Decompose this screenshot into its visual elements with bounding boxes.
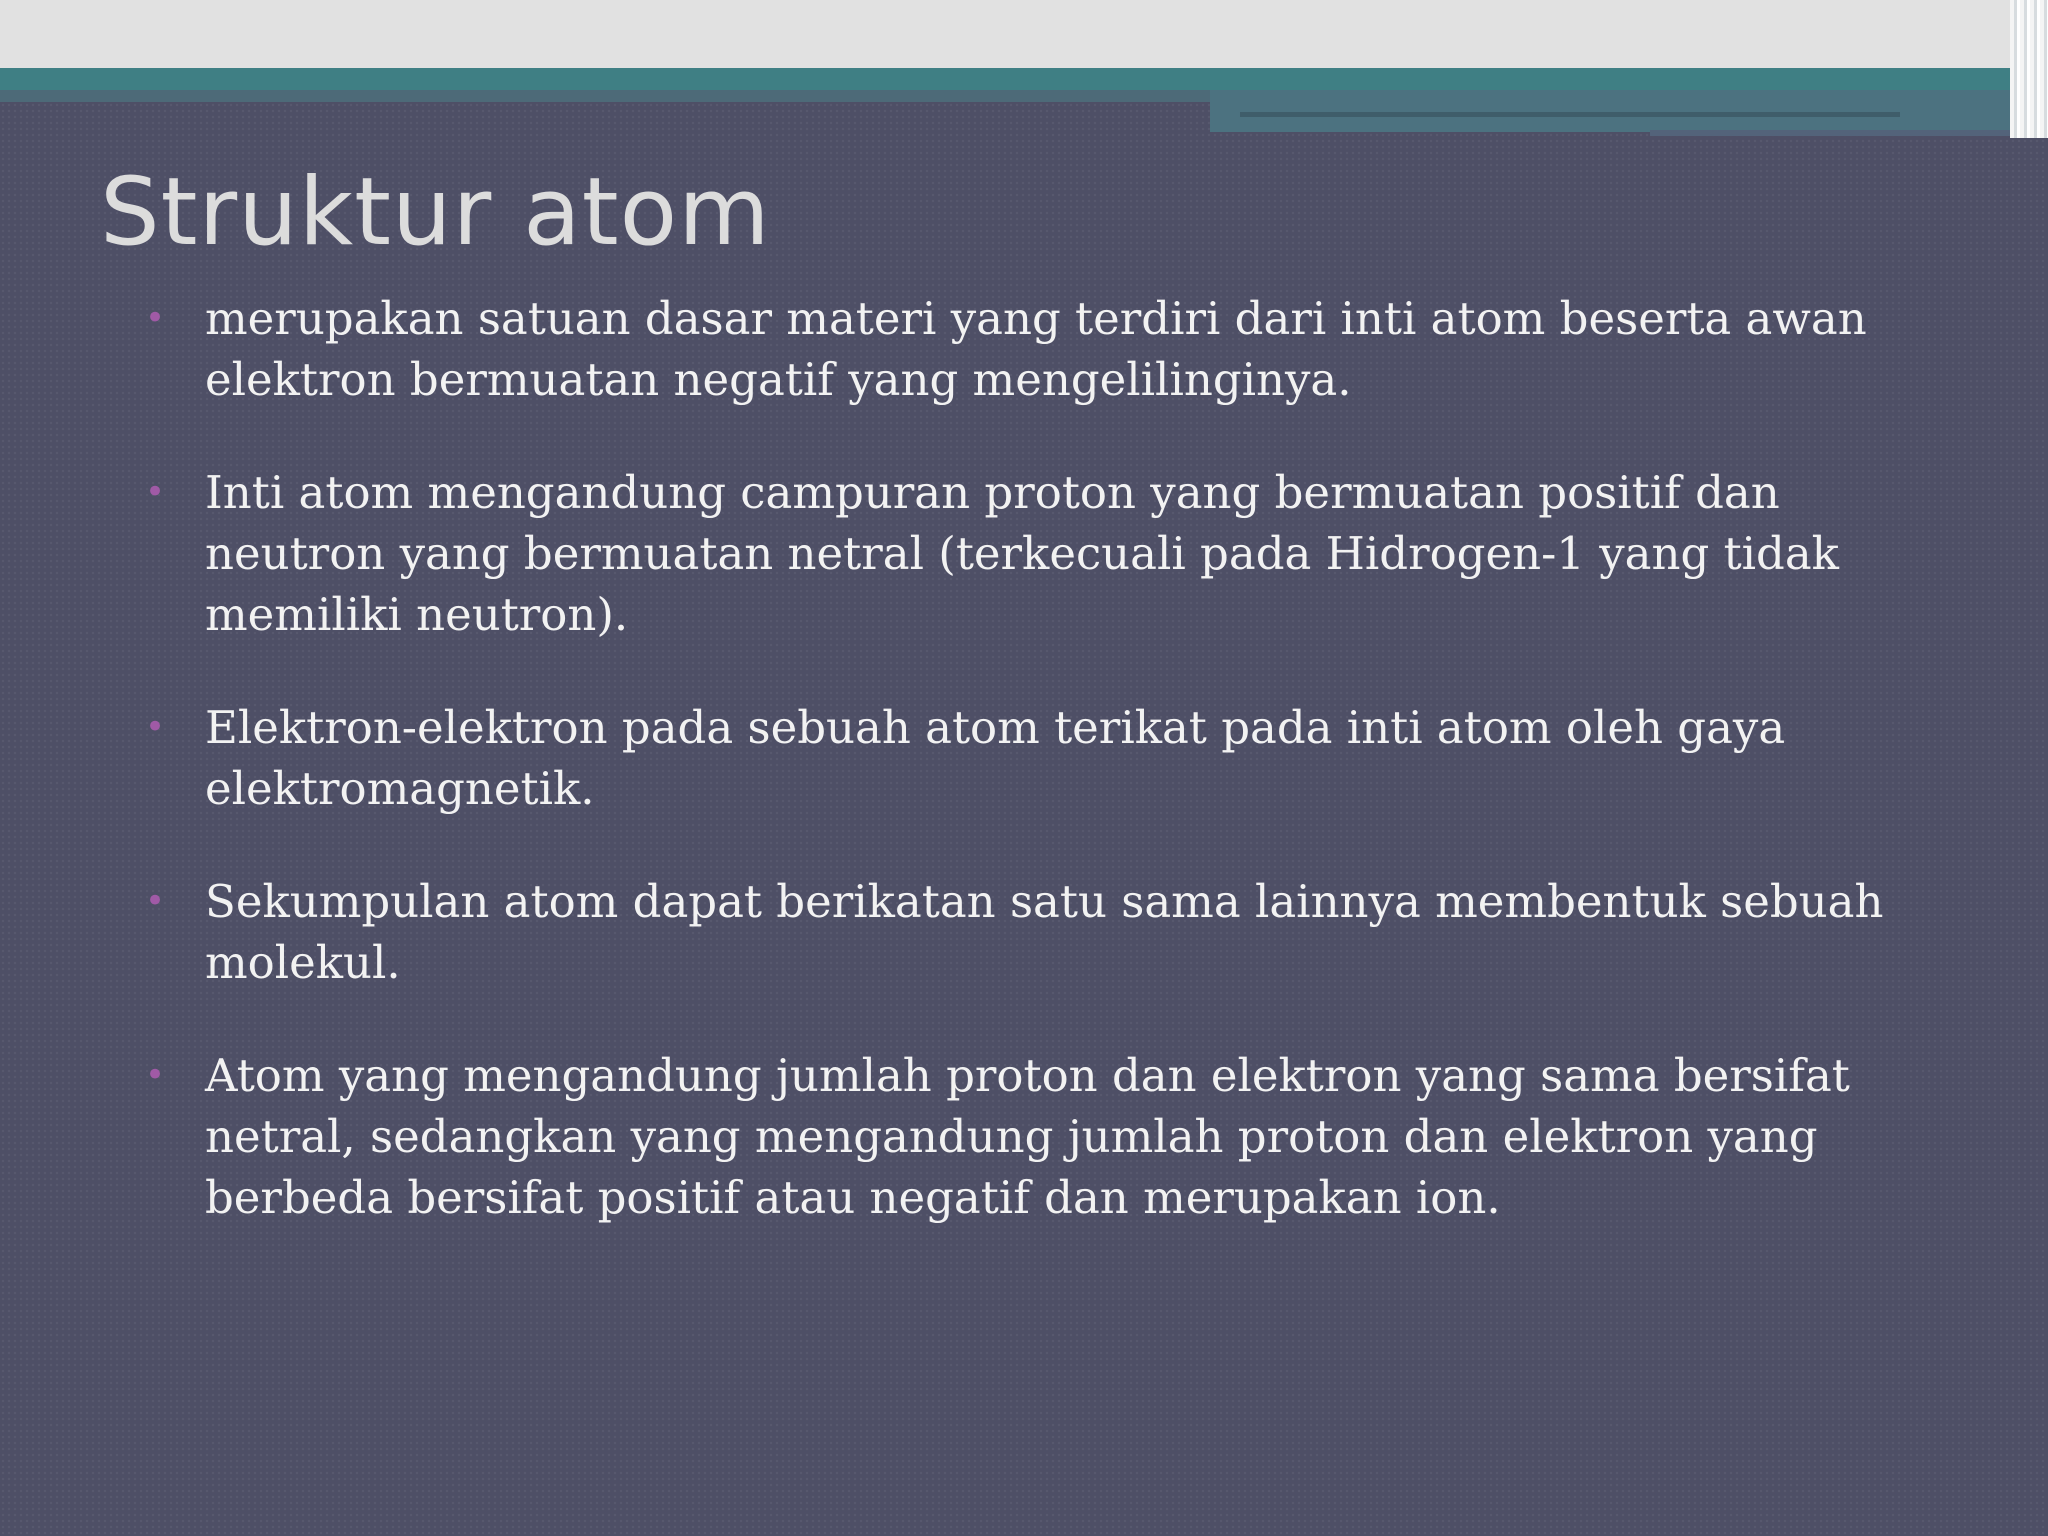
bullet-dot-icon: • <box>145 472 166 512</box>
bullet-item <box>145 288 1885 410</box>
bullet-item <box>145 871 1885 993</box>
teal-accent-band <box>0 68 2010 90</box>
teal-accent-block <box>1210 90 2010 132</box>
slide-title: Struktur atom <box>100 158 771 267</box>
teal-accent-band-lower <box>0 90 1210 102</box>
bullet-text: Inti atom mengandung campuran proton yang bermuatan positif dan neutron yang bermuatan netral (terkecuali pada Hidrogen-1 yang tidak memiliki neutron). <box>205 466 1839 641</box>
bullet-dot-icon: • <box>145 881 166 921</box>
bullet-dot-icon: • <box>145 298 166 338</box>
decorative-edge-stripes <box>2010 0 2048 138</box>
bullet-text: merupakan satuan dasar materi yang terdiri dari inti atom beserta awan elektron bermuatan negatif yang mengelilinginya. <box>205 292 1867 406</box>
bullet-dot-icon: • <box>145 1055 166 1095</box>
bullet-text: Elektron-elektron pada sebuah atom terikat pada inti atom oleh gaya elektromagnetik. <box>205 701 1786 815</box>
bullet-text: Sekumpulan atom dapat berikatan satu sama lainnya membentuk sebuah molekul. <box>205 875 1884 989</box>
bullet-item <box>145 1045 1885 1228</box>
teal-accent-strip <box>1650 130 2010 136</box>
bullet-item <box>145 697 1885 819</box>
teal-accent-line <box>1240 112 1900 117</box>
header-bar <box>0 0 2048 68</box>
bullet-list <box>145 288 1885 1280</box>
bullet-text: Atom yang mengandung jumlah proton dan elektron yang sama bersifat netral, sedangkan yang mengandung jumlah proton dan elektron yang berbeda bersifat positif atau negatif dan merupakan ion. <box>205 1049 1850 1224</box>
bullet-dot-icon: • <box>145 707 166 747</box>
bullet-item <box>145 462 1885 645</box>
